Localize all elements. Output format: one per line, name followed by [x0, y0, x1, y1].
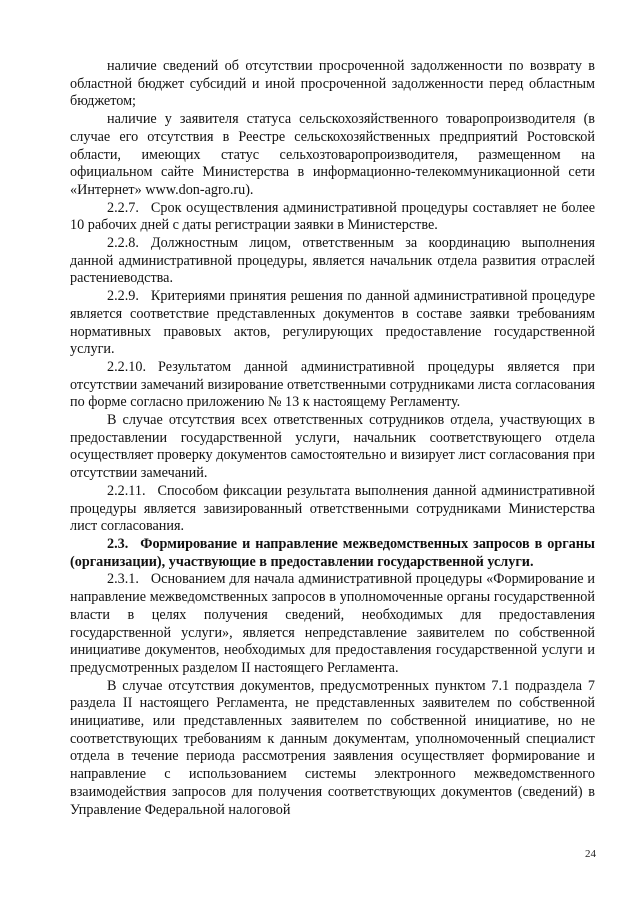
paragraph-debt-info [70, 58, 595, 111]
paragraph-text: Основанием для начала административной процедуры «Формирование и направление межведомственных запросов в уполномоченные органы государственной власти в целях получения сведений, необходимых для предоставления государственной услуги», является непредставление заявителем по собственной инициативе документов, необходимых для предоставления государственной услуги и предусмотренных разделом II настоящего Регламента. [70, 571, 595, 676]
paragraph-absence-case [70, 412, 595, 483]
paragraph-text: Критериями принятия решения по данной административной процедуре является соответствие представленных документов в составе заявки требованиям нормативных правовых актов, регулирующих предоставление государственной услуги. [70, 288, 595, 358]
clause-number: 2.2.9. [107, 288, 139, 305]
paragraph-missing-documents [70, 678, 595, 820]
clause-number: 2.3.1. [107, 571, 139, 588]
paragraph-2-2-8 [70, 235, 595, 288]
section-number: 2.3. [107, 535, 129, 552]
clause-number: 2.2.8. [107, 235, 139, 252]
paragraph-2-2-7 [70, 200, 595, 235]
paragraph-text: Результатом данной административной процедуры является при отсутствии замечаний визирование ответственными сотрудниками листа согласования по форме согласно приложению № 13 к настоящему Регламенту. [70, 358, 595, 411]
paragraph-2-2-9 [70, 288, 595, 359]
section-heading-2-3 [70, 536, 595, 571]
paragraph-2-2-11 [70, 483, 595, 536]
paragraph-text: Способом фиксации результата выполнения данной административной процедуры является завизированный ответственными сотрудниками Министерства лист согласования. [70, 482, 595, 535]
paragraph-text: наличие сведений об отсутствии просроченной задолженности по возврату в областной бюджет субсидий и иной просроченной задолженности перед областным бюджетом; [70, 58, 595, 110]
clause-number: 2.2.11. [107, 482, 146, 499]
page-number: 24 [585, 848, 596, 860]
paragraph-producer-status [70, 111, 595, 200]
clause-number: 2.2.7. [107, 199, 139, 216]
document-body [70, 58, 595, 819]
paragraph-2-3-1 [70, 571, 595, 677]
paragraph-text: наличие у заявителя статуса сельскохозяйственного товаропроизводителя (в случае его отсутствия в Реестре сельскохозяйственных предприятий Ростовской области, имеющих статус сельхозтоваропроизводителя, размещенном на официальном сайте Министерства в информационно-телекоммуникационной сети «Интернет» www.don-agro.ru). [70, 111, 595, 198]
section-title: Формирование и направление межведомственных запросов в органы (организации), участвующие в предоставлении государственной услуги. [70, 535, 595, 570]
paragraph-2-2-10 [70, 359, 595, 412]
paragraph-text: В случае отсутствия документов, предусмотренных пунктом 7.1 подраздела 7 раздела II настоящего Регламента, не представленных заявителем по собственной инициативе, или представленных заявителем по собственной инициативе, но не соответствующих требованиям к данным документам, уполномоченный специалист отдела в течение периода рассмотрения заявления осуществляет формирование и направление с использованием системы электронного межведомственного взаимодействия запросов для получения соответствующих документов (сведений) в Управление Федеральной налоговой [70, 677, 595, 818]
clause-number: 2.2.10. [107, 358, 147, 375]
paragraph-text: Должностным лицом, ответственным за координацию выполнения данной административной процедуры, является начальник отдела развития отраслей растениеводства. [70, 235, 595, 287]
paragraph-text: В случае отсутствия всех ответственных сотрудников отдела, участвующих в предоставлении государственной услуги, начальник соответствующего отдела осуществляет проверку документов самостоятельно и визирует лист согласования при отсутствии замечаний. [70, 412, 595, 482]
paragraph-text: Срок осуществления административной процедуры составляет не более 10 рабочих дней с даты регистрации заявки в Министерстве. [70, 199, 595, 234]
